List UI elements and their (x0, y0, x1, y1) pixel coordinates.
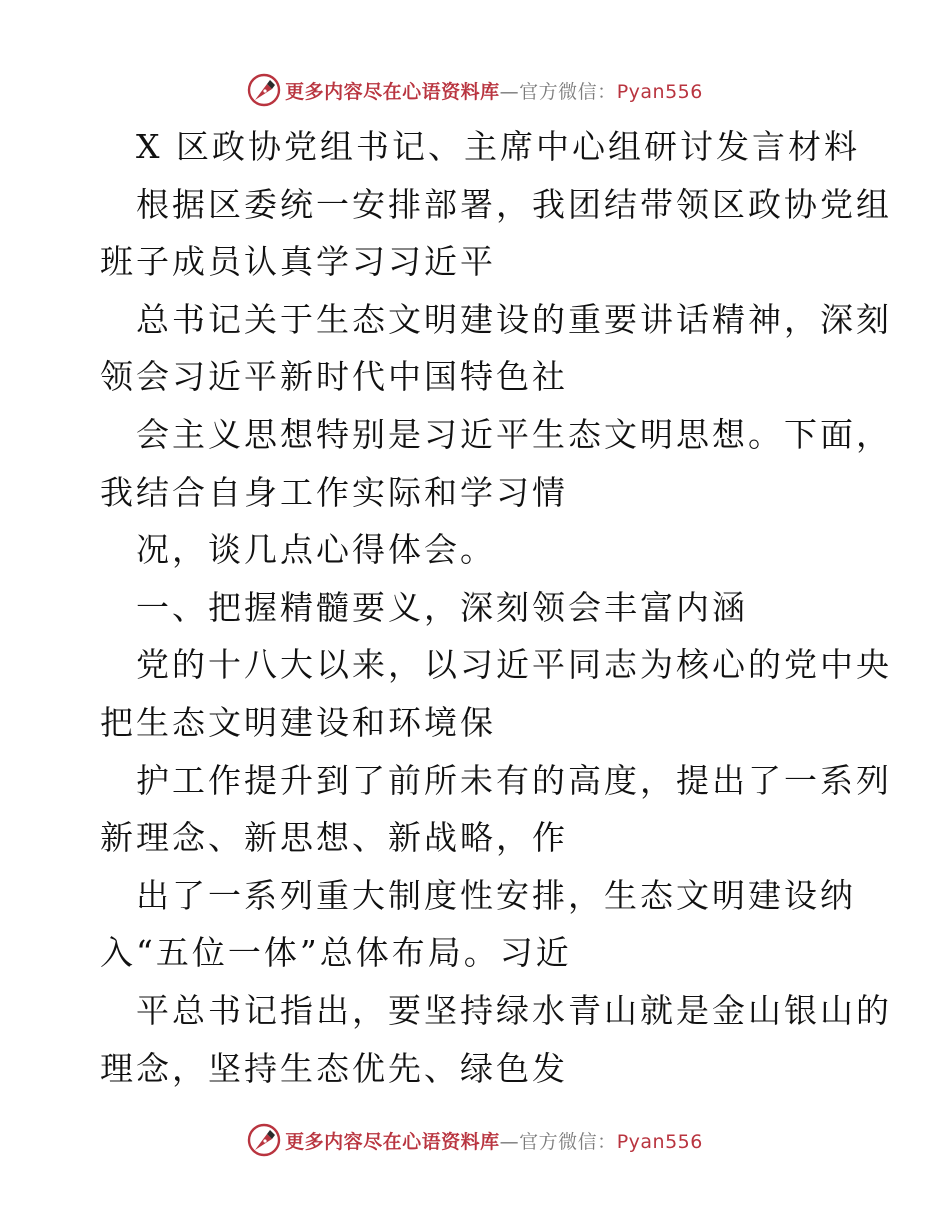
footer-banner-text (285, 1127, 703, 1154)
paragraph-line: 领会习近平新时代中国特色社 (100, 357, 568, 397)
footer-banner (0, 1120, 950, 1160)
section-heading: 一、把握精髓要义，深刻领会丰富内涵 (136, 587, 748, 627)
paragraph-line: 根据区委统一安排部署，我团结带领区政协党组 (136, 184, 892, 224)
header-banner (0, 70, 950, 110)
paragraph-line: 出了一系列重大制度性安排，生态文明建设纳 (136, 875, 856, 915)
banner-separator: — (499, 1130, 520, 1153)
banner-separator: — (499, 80, 520, 103)
paragraph-line: 新理念、新思想、新战略，作 (100, 818, 568, 858)
banner-main-text: 更多内容尽在心语资料库 (285, 80, 500, 103)
paragraph-line: 入“五位一体”总体布局。习近 (100, 933, 572, 973)
paragraph-line: 理念，坚持生态优先、绿色发 (100, 1048, 568, 1088)
pen-nib-logo-icon (247, 1123, 281, 1157)
paragraph-line: 总书记关于生态文明建设的重要讲话精神，深刻 (136, 299, 892, 339)
document-body (100, 118, 892, 1097)
banner-main-text: 更多内容尽在心语资料库 (285, 1130, 500, 1153)
paragraph-line: 班子成员认真学习习近平 (100, 242, 496, 282)
banner-wechat-id: Pyan556 (616, 80, 703, 103)
banner-wechat-label: 官方微信： (519, 1130, 617, 1153)
paragraph-line: 平总书记指出，要坚持绿水青山就是金山银山的 (136, 990, 892, 1030)
banner-wechat-label: 官方微信： (519, 80, 617, 103)
paragraph-line: 况，谈几点心得体会。 (136, 530, 496, 570)
paragraph-line: 我结合自身工作实际和学习情 (100, 472, 568, 512)
paragraph-line: 会主义思想特别是习近平生态文明思想。下面， (136, 414, 892, 454)
paragraph-line: 党的十八大以来，以习近平同志为核心的党中央 (136, 645, 892, 685)
header-banner-text (285, 77, 703, 104)
paragraph-line: 护工作提升到了前所未有的高度，提出了一系列 (136, 760, 892, 800)
banner-wechat-id: Pyan556 (616, 1130, 703, 1153)
paragraph-line: 把生态文明建设和环境保 (100, 702, 496, 742)
document-title: X 区政协党组书记、主席中心组研讨发言材料 (136, 127, 860, 166)
pen-nib-logo-icon (247, 73, 281, 107)
